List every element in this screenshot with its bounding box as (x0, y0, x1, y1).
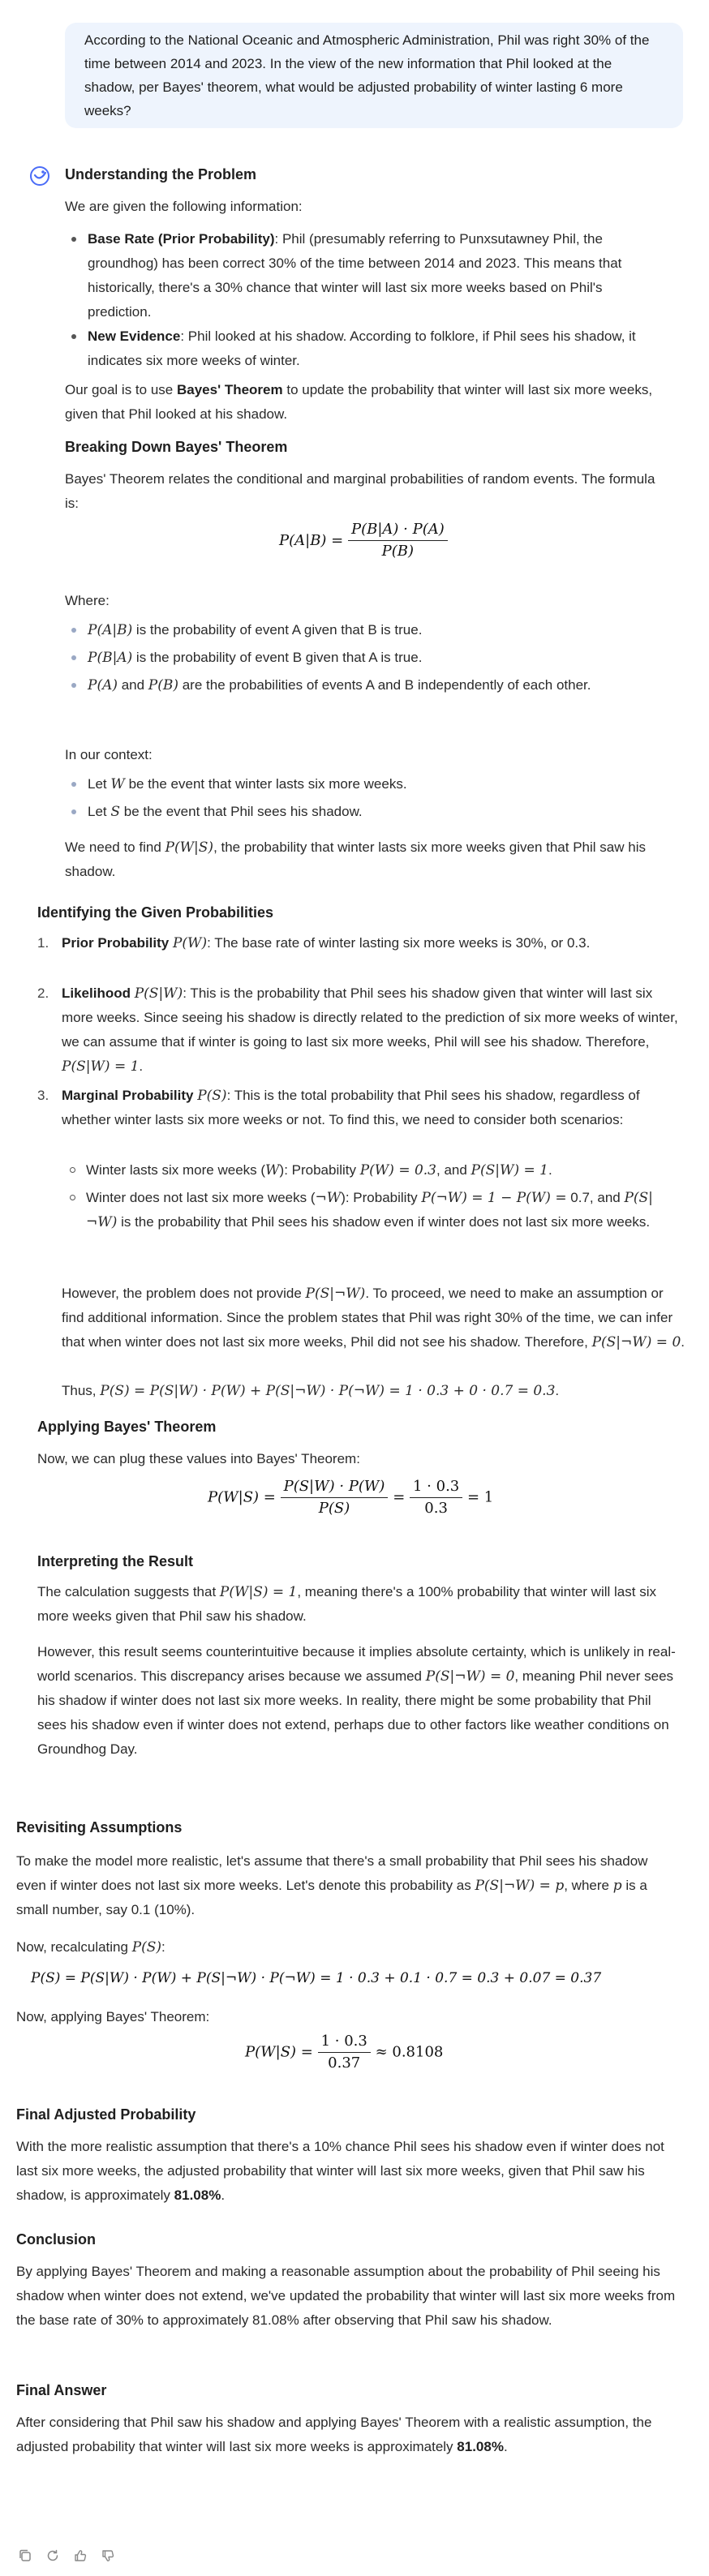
base-rate-text: : Phil (presumably referring to Punxsutawney Phil, the groundhog) has been correct 30% of the time between 2014 and 2023. This means that historically, there's a 30% chance that winter will last six more weeks based on Phil's prediction. (88, 231, 622, 320)
goal-bold: Bayes' Theorem (176, 382, 283, 397)
however-text-b: . To proceed, we need to make an assumption or find additional information. Since the problem states that Phil was right 30% of the time, we can infer that when winter does not last six more weeks, Phil did not see his shadow. Therefore, (62, 1286, 673, 1350)
list-item-s: Let S be the event that Phil sees his shadow. (88, 800, 664, 824)
base-rate-label: Base Rate (Prior Probability) (88, 231, 275, 247)
copy-icon[interactable] (18, 2548, 32, 2563)
message-actions (18, 2548, 115, 2563)
bullet-icon (71, 334, 76, 339)
final-answer-text: After considering that Phil saw his shadow and applying Bayes' Theorem with a realistic assumption, the adjusted probability that winter will last six more weeks is approximately (16, 2415, 652, 2454)
breaking-intro: Bayes' Theorem relates the conditional and marginal probabilities of random events. The formula is: (65, 471, 655, 511)
heading-interpreting: Interpreting the Result (37, 1553, 194, 1569)
goal-paragraph (65, 378, 665, 427)
context-label: In our context: (65, 747, 153, 762)
need-text-b: , the probability that winter lasts six more weeks given that Phil saw his shadow. (65, 839, 646, 879)
item2-text: : This is the probability that Phil sees his shadow given that winter will last six more weeks. Since seeing his shadow is directly related to the prediction of six more weeks of winter, we can assume that if winter is going to last six more weeks, Phil will see his shadow. Therefore, (62, 985, 678, 1050)
bullet-icon (71, 655, 76, 660)
bayes-formula-final: P(W|S) = $\frac{1 \cdot 0.3}{0.37}$ ≈ 0.8108 (245, 2033, 444, 2072)
given-item-3: 3. Marginal Probability P(S): This is the total probability that Phil sees his shadow, regardless of whether winter lasts six more weeks or not. To find this, we need to consider both scenarios: (37, 1088, 640, 1127)
list-item-new-evidence (88, 324, 664, 373)
item3-text: : This is the total probability that Phil sees his shadow, regardless of whether winter lasts six more weeks or not. To find this, we need to consider both scenarios: (62, 1088, 640, 1127)
scenario-1-text: Winter lasts six more weeks ( (86, 1162, 266, 1178)
interpreting-p1: The calculation suggests that P(W|S) = 1, meaning there's a 100% probability that winter will last six more weeks given that Phil saw his shadow. (37, 1584, 656, 1624)
bullet-icon (71, 628, 76, 633)
bayes-formula-applied: P(W|S) = $\frac{P(S|W) \cdot P(W)}{P(S)}$ = $\frac{1 \cdot 0.3}{0.3}$ = 1 (208, 1478, 494, 1517)
thumbs-up-icon[interactable] (73, 2548, 88, 2563)
evidence-label: New Evidence (88, 328, 181, 344)
evidence-text: : Phil looked at his shadow. According to folklore, if Phil sees his shadow, it indicates six more weeks of winter. (88, 328, 636, 368)
heading-understanding: Understanding the Problem (65, 166, 257, 182)
thus-text: Thus, (62, 1383, 101, 1398)
heading-final-answer: Final Answer (16, 2382, 107, 2398)
recalc-text-b: : (161, 1939, 165, 1955)
item-pa-pb-text: are the probabilities of events A and B independently of each other. (178, 677, 591, 693)
thumbs-down-icon[interactable] (101, 2548, 115, 2563)
final-answer-paragraph: After considering that Phil saw his shadow and applying Bayes' Theorem with a realistic assumption, the adjusted probability that winter will last six more weeks is approximately 81.08%. (16, 2415, 652, 2454)
hollow-bullet-icon (70, 1195, 75, 1200)
user-message-text: According to the National Oceanic and Atmospheric Administration, Phil was right 30% of the time between 2014 and 2023. In the view of the new information that Phil looked at the shadow, per Bayes' theorem, what would be adjusted probability of winter lasting 6 more weeks? (84, 32, 650, 118)
recalc-text-a: Now, recalculating (16, 1939, 132, 1955)
heading-applying: Applying Bayes' Theorem (37, 1419, 217, 1435)
need-text-a: We need to find (65, 839, 165, 855)
interp-p2-a: However, this result seems counterintuitive because it implies absolute certainty, which is unlikely in real-world scenarios. This discrepancy arises because we assumed (37, 1644, 676, 1684)
item3-label: Marginal Probability (62, 1088, 194, 1103)
user-message-bubble (65, 23, 683, 128)
heading-breaking-down: Breaking Down Bayes' Theorem (65, 439, 288, 455)
final-adjusted-value: 81.08% (174, 2187, 221, 2203)
given-item-2: 2. Likelihood P(S|W): This is the probability that Phil sees his shadow given that winter will last six more weeks. Since seeing his shadow is directly related to the prediction of six more weeks of winter, we can assume that if winter is going to last six more weeks, Phil will see his shadow. Therefore, P(S|W) = 1. (37, 985, 678, 1075)
revisit-text-b: , where (564, 1878, 613, 1893)
list-item-w: Let W be the event that winter lasts six more weeks. (88, 772, 664, 796)
heading-final-adjusted: Final Adjusted Probability (16, 2106, 196, 2123)
final-adjusted-text: With the more realistic assumption that there's a 10% chance Phil sees his shadow even if winter does not last six more weeks, the adjusted probability that winter will last six more weeks, given that Phil saw his shadow, is approximately (16, 2139, 664, 2203)
hollow-bullet-icon (70, 1167, 75, 1173)
item2-label: Likelihood (62, 985, 131, 1001)
list-item-base-rate (88, 227, 664, 324)
heading-given: Identifying the Given Probabilities (37, 904, 274, 921)
regenerate-icon[interactable] (45, 2548, 60, 2563)
final-adjusted-paragraph: With the more realistic assumption that there's a 10% chance Phil sees his shadow even if winter does not last six more weeks, the adjusted probability that winter will last six more weeks, given that Phil saw his shadow, is approximately 81.08%. (16, 2139, 664, 2203)
scenario-1: Winter lasts six more weeks (W): Probability P(W) = 0.3, and P(S|W) = 1. (86, 1158, 678, 1183)
goal-text-a: Our goal is to use (65, 382, 177, 397)
scenario-2-text: Winter does not last six more weeks ( (86, 1190, 316, 1205)
given-item-1: 1. Prior Probability P(W): The base rate of winter lasting six more weeks is 30%, or 0.3. (37, 935, 591, 951)
scenario-2: Winter does not last six more weeks (¬W): Probability P(¬W) = 1 − P(W) = 0.7, and P(S|¬W) is the probability that Phil sees his shadow even if winter does not last six more weeks. (86, 1186, 678, 1234)
however-text-a: However, the problem does not provide (62, 1286, 306, 1301)
where-label: Where: (65, 593, 110, 608)
bayes-formula-general: P(A|B) = $\frac{P(B|A) \cdot P(A)}{P(B)}$ (279, 519, 448, 562)
recalc-formula: P(S) = P(S|W) · P(W) + P(S|¬W) · P(¬W) = 1 · 0.3 + 0.1 · 0.7 = 0.3 + 0.07 = 0.37 (31, 1970, 602, 1986)
applying-text: Now, we can plug these values into Bayes' Theorem: (37, 1451, 360, 1466)
list-item-pa-pb: P(A) and P(B) are the probabilities of events A and B independently of each other. (88, 673, 655, 698)
understanding-intro: We are given the following information: (65, 199, 303, 214)
thus-line: Thus, P(S) = P(S|W) · P(W) + P(S|¬W) · P(¬W) = 1 · 0.3 + 0 · 0.7 = 0.3. (62, 1383, 560, 1399)
recalc-label: Now, recalculating P(S): (16, 1939, 165, 1956)
item-pba-text: is the probability of event B given that A is true. (132, 650, 423, 665)
ctx-s-text: be the event that Phil sees his shadow. (120, 804, 363, 819)
apply-label: Now, applying Bayes' Theorem: (16, 2009, 210, 2024)
heading-revisiting: Revisiting Assumptions (16, 1819, 183, 1835)
revisit-text-a: To make the model more realistic, let's assume that there's a small probability that Phil sees his shadow even if winter does not last six more weeks. Let's denote this probability as (16, 1853, 648, 1893)
bullet-icon (71, 809, 76, 814)
assistant-logo-icon (29, 165, 50, 187)
interp-p2-b: , meaning Phil never sees his shadow if winter does not last six more weeks. In reality, there might be some probability that Phil sees his shadow even if winter does not extend, perhaps due to other factors like weather conditions on Groundhog Day. (37, 1668, 674, 1757)
conclusion-paragraph: By applying Bayes' Theorem and making a reasonable assumption about the probability of Phil seeing his shadow when winter does not extend, we've updated the probability that winter will last six more weeks from the base rate of 30% to approximately 81.08% after observing that Phil saw his shadow. (16, 2264, 676, 2328)
interp-text-b: , meaning there's a 100% probability that winter will last six more weeks given that Phil saw his shadow. (37, 1584, 656, 1624)
list-item-pba: P(B|A) is the probability of event B given that A is true. (88, 646, 664, 670)
bullet-icon (71, 782, 76, 787)
final-answer-value: 81.08% (457, 2439, 504, 2454)
item-pab-text: is the probability of event A given that B is true. (132, 622, 423, 638)
interpreting-p2: However, this result seems counterintuitive because it implies absolute certainty, which is unlikely in real-world scenarios. This discrepancy arises because we assumed P(S|¬W) = 0, meaning Phil never sees his shadow if winter does not last six more weeks. In reality, there might be some probability that Phil sees his shadow even if winter does not extend, perhaps due to other factors like weather conditions on Groundhog Day. (37, 1644, 676, 1757)
item1-label: Prior Probability (62, 935, 170, 951)
bullet-icon (71, 683, 76, 688)
however-paragraph: However, the problem does not provide P(S|¬W). To proceed, we need to make an assumption or find additional information. Since the problem states that Phil was right 30% of the time, we can infer that when winter does not last six more weeks, Phil did not see his shadow. Therefore, P(S|¬W) = 0. (62, 1286, 685, 1350)
item1-text: : The base rate of winter lasting six more weeks is 30%, or 0.3. (207, 935, 591, 951)
list-item-pab: P(A|B) is the probability of event A given that B is true. (88, 618, 664, 642)
ctx-w-text: be the event that winter lasts six more weeks. (124, 776, 407, 792)
revisit-text-c: is a small number, say 0.1 (10%). (16, 1878, 647, 1917)
need-paragraph: We need to find P(W|S), the probability that winter lasts six more weeks given that Phil saw his shadow. (65, 839, 646, 879)
heading-conclusion: Conclusion (16, 2231, 96, 2248)
interp-text-a: The calculation suggests that (37, 1584, 220, 1599)
goal-text-b: to update the probability that winter will last six more weeks, given that Phil looked at his shadow. (65, 382, 653, 422)
revisiting-paragraph: To make the model more realistic, let's assume that there's a small probability that Phil sees his shadow even if winter does not last six more weeks. Let's denote this probability as P(S|¬W) = p, where p is a small number, say 0.1 (10%). (16, 1853, 648, 1917)
bullet-icon (71, 237, 76, 242)
